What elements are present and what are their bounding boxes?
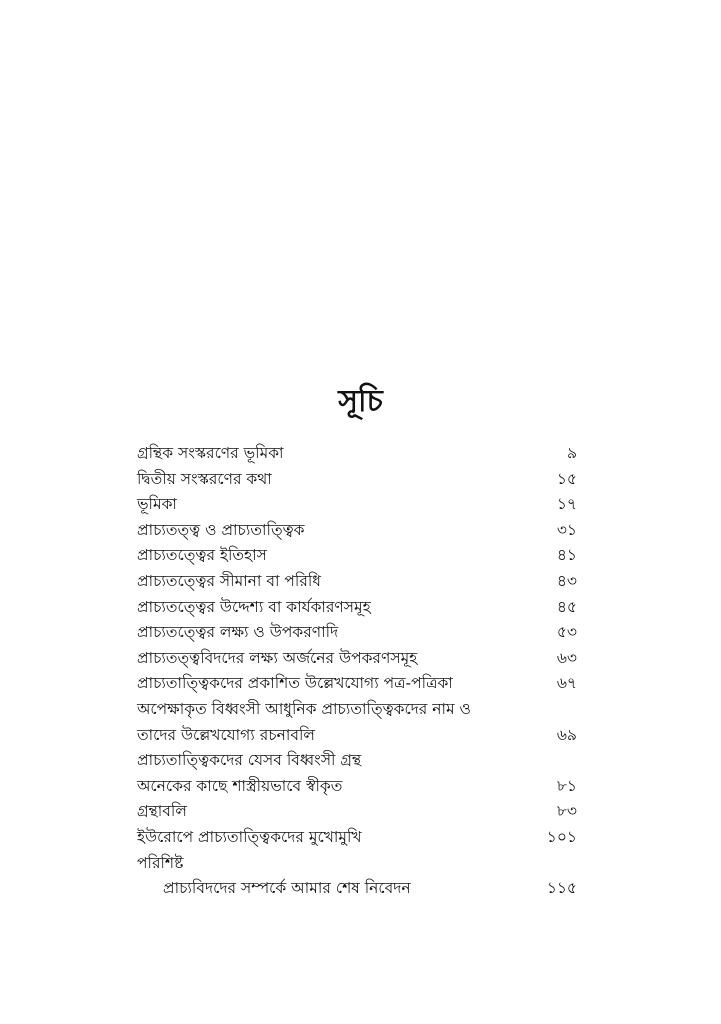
toc-entry-label: প্রাচ্যতত্ত্বের সীমানা বা পরিধি [137, 571, 321, 590]
toc-entry-label: প্রাচ্যতত্ত্ব ও প্রাচ্যতাত্ত্বিক [137, 520, 305, 539]
toc-entry-page-number: ১০১ [546, 827, 577, 846]
toc-entry [137, 774, 577, 800]
toc-entry [137, 467, 577, 493]
toc-entry-label: পরিশিষ্ট [137, 853, 184, 872]
toc-entry-page-number: ৬৭ [556, 674, 577, 693]
toc-entry [137, 620, 577, 646]
toc-entry [137, 697, 577, 723]
toc-entry-page-number: ৪১ [556, 546, 577, 565]
toc-entry-label: গ্রন্থাবলি [137, 802, 187, 821]
toc-entry [137, 799, 577, 825]
toc-entry-label: প্রাচ্যতত্ত্ববিদদের লক্ষ্য অর্জনের উপকরণসমূহ [137, 648, 418, 667]
toc-entry [137, 723, 577, 749]
toc-entry-page-number: ৫৩ [556, 623, 577, 642]
toc-entry-page-number: ১৭ [556, 495, 577, 514]
toc-entry-page-number: ৯ [566, 444, 577, 462]
table-of-contents [137, 441, 577, 902]
toc-entry-page-number: ৩১ [556, 520, 577, 539]
toc-entry [137, 851, 577, 877]
toc-title: সূচি [338, 384, 383, 419]
toc-entry [137, 441, 577, 467]
toc-entry-page-number: ৬৩ [556, 648, 577, 667]
toc-entry-label: ভূমিকা [137, 495, 177, 514]
toc-entry-label: অনেকের কাছে শাস্ত্রীয়ভাবে স্বীকৃত [137, 776, 343, 795]
toc-entry-page-number: ৮১ [556, 776, 577, 795]
toc-entry [137, 646, 577, 672]
toc-entry-page-number: ৬৯ [556, 725, 577, 744]
toc-entry [137, 569, 577, 595]
toc-entry [137, 543, 577, 569]
toc-entry-label: প্রাচ্যতত্ত্বের ইতিহাস [137, 546, 267, 565]
toc-entry-label: প্রাচ্যতাত্ত্বিকদের যেসব বিধ্বংসী গ্রন্থ [137, 751, 362, 770]
toc-entry-page-number: ১১৫ [546, 879, 577, 898]
toc-entry [137, 595, 577, 621]
toc-entry-label: তাদের উল্লেখযোগ্য রচনাবলি [137, 725, 315, 744]
toc-entry-label: প্রাচ্যতত্ত্বের উদ্দেশ্য বা কার্যকারণসমূহ [137, 597, 371, 616]
toc-entry [137, 748, 577, 774]
toc-entry-label: ইউরোপে প্রাচ্যতাত্ত্বিকদের মুখোমুখি [137, 827, 362, 846]
toc-entry-label: গ্রন্থিক সংস্করণের ভূমিকা [137, 444, 284, 462]
toc-entry [137, 518, 577, 544]
toc-entry-label: প্রাচ্যতত্ত্বের লক্ষ্য ও উপকরণাদি [137, 623, 339, 642]
toc-entry [137, 671, 577, 697]
toc-entry [137, 876, 577, 902]
toc-entry-page-number: ৪৫ [556, 597, 577, 616]
toc-entry-label: দ্বিতীয় সংস্করণের কথা [137, 469, 272, 488]
toc-entry-label: অপেক্ষাকৃত বিধ্বংসী আধুনিক প্রাচ্যতাত্ত্বিকদের নাম ও [137, 699, 471, 718]
toc-entry [137, 492, 577, 518]
toc-entry-label: প্রাচ্যতাত্ত্বিকদের প্রকাশিত উল্লেখযোগ্য পত্র-পত্রিকা [137, 674, 453, 693]
toc-entry-page-number: ৮৩ [556, 802, 577, 821]
toc-entry [137, 825, 577, 851]
toc-entry-page-number: ৪৩ [556, 571, 577, 590]
toc-entry-page-number: ১৫ [556, 469, 577, 488]
toc-entry-label: প্রাচ্যবিদদের সম্পর্কে আমার শেষ নিবেদন [163, 879, 411, 898]
